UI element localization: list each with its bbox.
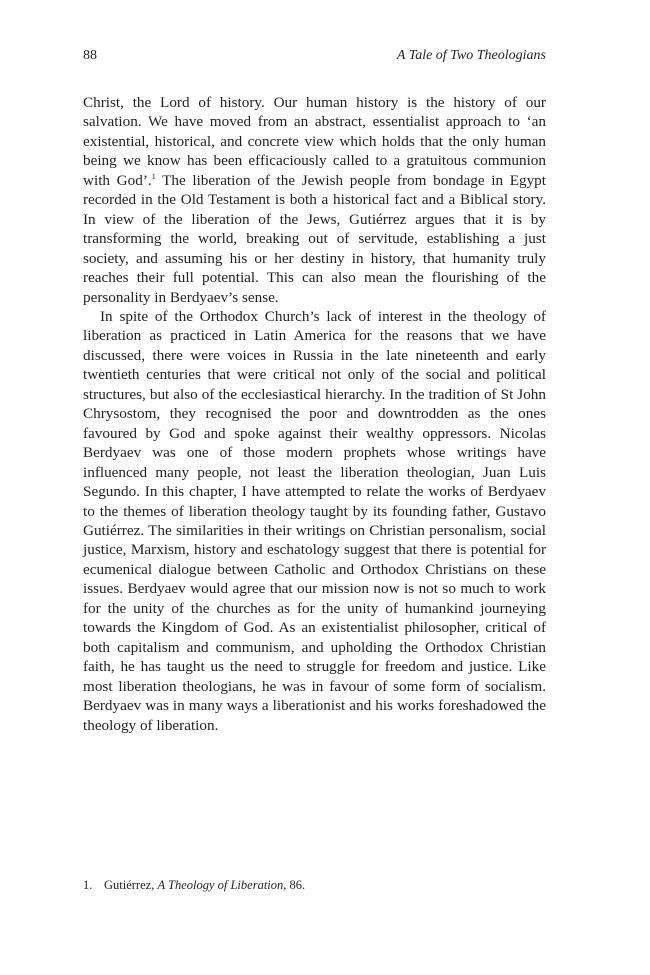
footnote-reference: 1 [151,171,156,181]
running-head [83,45,546,67]
paragraph-1-text-after-ref: The liberation of the Jewish people from bondage in Egypt recorded in the Old Testament is both a historical fact and a Biblical story. In view of the liberation of the Jews, Gutiérrez argues that it is by transforming the world, breaking out of servitude, establishing a just society, and assuming his or her destiny in history, that humanity truly reaches their full potential. This can also mean the flourishing of the personality in Berdyaev’s sense. [83,171,546,306]
paragraph-1-text-before-ref: Christ, the Lord of history. Our human history is the history of our salvation. We have moved from an abstract, essentialist approach to ‘an existential, historical, and concrete view which holds that the only human being we know has been efficaciously called to a gratuitous communion with God’. [83,94,546,189]
footnote-page: , 86. [283,878,306,892]
paragraph-2: In spite of the Orthodox Church’s lack of interest in the theology of liberation as practiced in Latin America for the reasons that we have discussed, there were voices in Russia in the late nineteenth and early twentieth centuries that were critical not only of the social and political structures, but also of the ecclesiastical hierarchy. In the tradition of St John Chrysostom, they recognised the poor and downtrodden as the ones favoured by God and spoke against their wealthy oppressors. Nicolas Berdyaev was one of those modern prophets whose writings have influenced many people, not least the liberation theologian, Juan Luis Segundo. In this chapter, I have attempted to relate the works of Berdyaev to the themes of liberation theology taught by its founding father, Gustavo Gutiérrez. The similarities in their writings on Christian personalism, social justice, Marxism, history and eschatology suggest that there is potential for ecumenical dialogue between Catholic and Orthodox Christians on these issues. Berdyaev would agree that our mission now is not so much to work for the unity of the churches as for the unity of humankind journeying towards the Kingdom of God. As an existentialist philosopher, critical of both capitalism and communism, and upholding the Orthodox Christian faith, he has taught us the need to struggle for freedom and justice. Like most liberation theologians, he was in favour of some form of socialism. Berdyaev was in many ways a liberationist and his works foreshadowed the theology of liberation. [83,307,546,734]
footnote-number: 1. [83,878,93,892]
body-text [83,93,546,735]
running-title: A Tale of Two Theologians [396,48,546,63]
footnote-author: Gutiérrez, [104,878,158,892]
footnote-title: A Theology of Liberation [157,878,284,892]
footnote-1 [83,875,546,895]
paragraph-1 [83,93,546,307]
page-number: 88 [83,48,97,63]
